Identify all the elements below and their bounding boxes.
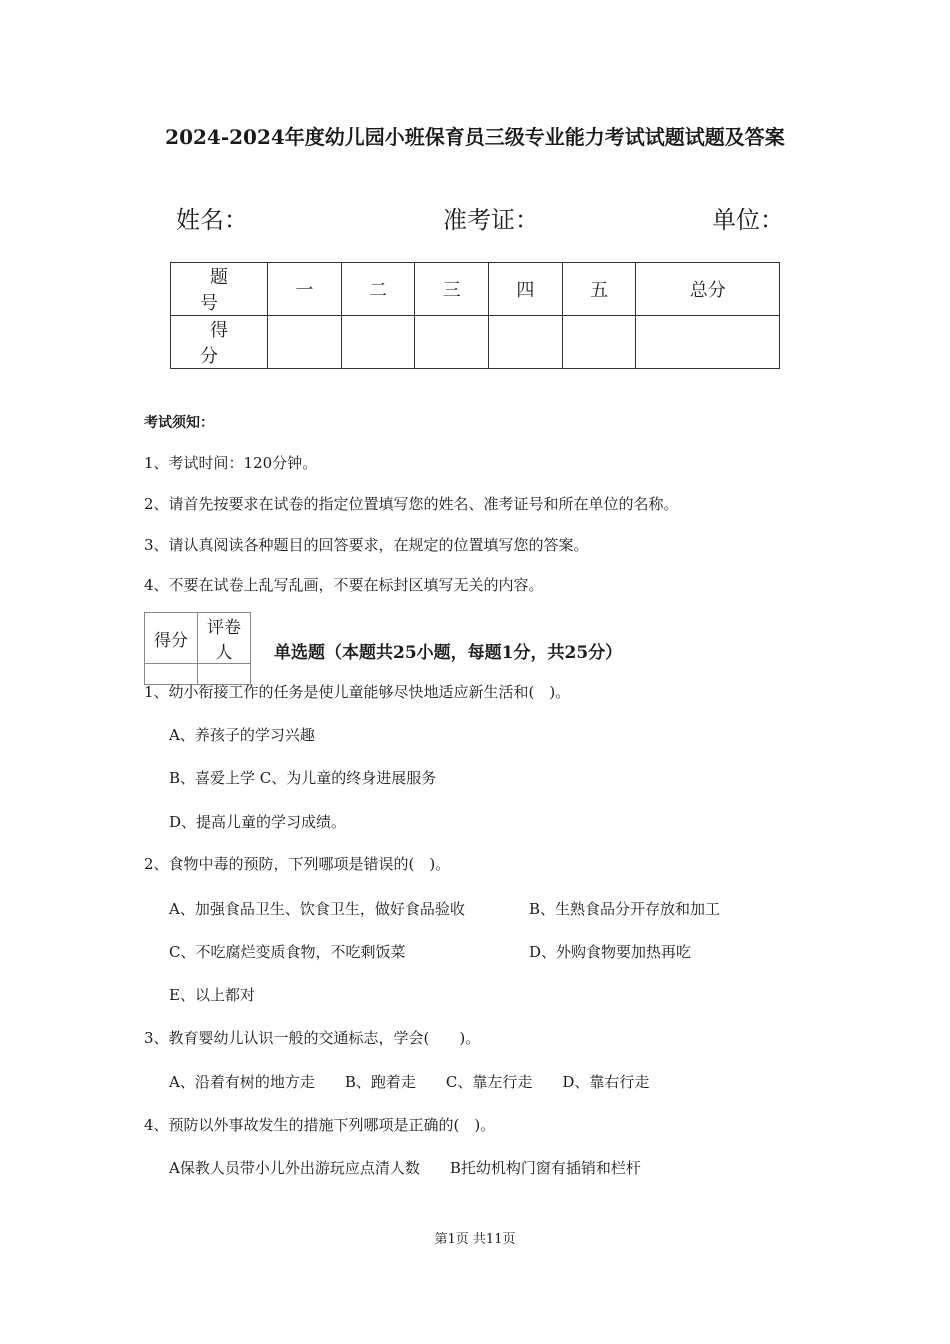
score-row-label: 得 分	[171, 316, 268, 369]
score-header-cell: 二	[341, 263, 415, 316]
score-header-cell: 一	[268, 263, 342, 316]
question-option: A、沿着有树的地方走 B、跑着走 C、靠左行走 D、靠右行走	[169, 1073, 650, 1091]
score-table	[170, 262, 780, 369]
question-stem: 1、幼小衔接工作的任务是使儿童能够尽快地适应新生活和( )。	[144, 683, 571, 701]
exam-no-label: 准考证：	[443, 206, 539, 234]
score-cell[interactable]	[562, 316, 636, 369]
question-option: A、加强食品卫生、饮食卫生，做好食品验收	[169, 900, 465, 918]
question-option: E、以上都对	[169, 986, 255, 1004]
score-header-cell: 三	[415, 263, 489, 316]
score-table-score-row	[171, 316, 780, 369]
notice-heading: 考试须知：	[144, 415, 214, 431]
name-label: 姓名：	[176, 206, 248, 234]
document-title: 2024-2024年度幼儿园小班保育员三级专业能力考试试题试题及答案	[165, 125, 785, 149]
score-cell[interactable]	[415, 316, 489, 369]
notice-item: 1、考试时间：120分钟。	[144, 454, 318, 472]
question-stem: 3、教育婴幼儿认识一般的交通标志，学会( )。	[144, 1029, 481, 1047]
score-cell[interactable]	[341, 316, 415, 369]
question-option: D、外购食物要加热再吃	[529, 943, 692, 961]
score-cell[interactable]	[636, 316, 780, 369]
score-cell[interactable]	[489, 316, 563, 369]
grader-score-label: 得分	[145, 613, 198, 664]
score-header-cell: 五	[562, 263, 636, 316]
question-option: D、提高儿童的学习成绩。	[169, 813, 347, 831]
question-option: B、生熟食品分开存放和加工	[529, 900, 721, 918]
score-table-header-row	[171, 263, 780, 316]
page-footer: 第1页 共11页	[434, 1232, 516, 1247]
score-header-cell: 题 号	[171, 263, 268, 316]
question-option: A保教人员带小儿外出游玩应点清人数 B托幼机构门窗有插销和栏杆	[169, 1159, 641, 1177]
question-stem: 2、食物中毒的预防，下列哪项是错误的( )。	[144, 855, 451, 873]
grader-box	[144, 612, 251, 685]
notice-item: 3、请认真阅读各种题目的回答要求，在规定的位置填写您的答案。	[144, 536, 589, 554]
question-stem: 4、预防以外事故发生的措施下列哪项是正确的( )。	[144, 1116, 496, 1134]
notice-item: 2、请首先按要求在试卷的指定位置填写您的姓名、准考证号和所在单位的名称。	[144, 495, 679, 513]
section-title: 单选题（本题共25小题，每题1分，共25分）	[274, 643, 623, 663]
notice-item: 4、不要在试卷上乱写乱画，不要在标封区填写无关的内容。	[144, 576, 544, 594]
question-option: A、养孩子的学习兴趣	[169, 726, 315, 744]
question-option: B、喜爱上学 C、为儿童的终身进展服务	[169, 769, 437, 787]
score-header-cell: 总分	[636, 263, 780, 316]
question-option: C、不吃腐烂变质食物，不吃剩饭菜	[169, 943, 406, 961]
score-header-cell: 四	[489, 263, 563, 316]
unit-label: 单位：	[712, 206, 784, 234]
grader-name-label: 评卷人	[198, 613, 251, 664]
